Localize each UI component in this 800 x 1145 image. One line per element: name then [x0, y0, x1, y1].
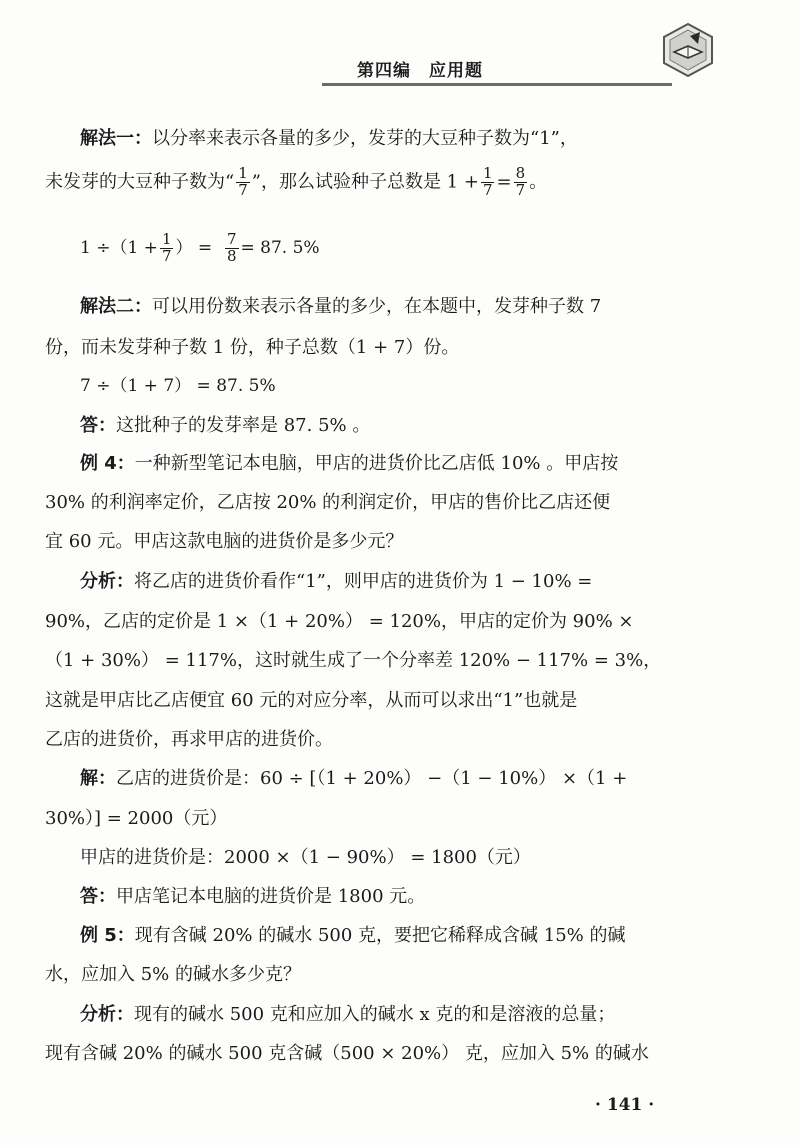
book-emblem-icon: [660, 22, 716, 78]
fraction: $\frac{8}{7}$: [515, 164, 526, 199]
analysis5-label: 分析：: [80, 1004, 134, 1025]
example5-line-1: 例 5：现有含碱 20% 的碱水 500 克，要把它稀释成含碱 15% 的碱: [80, 925, 626, 946]
answer1-line: 答：这批种子的发芽率是 87. 5% 。: [80, 415, 371, 436]
fraction: $\frac{7}{8}$: [226, 230, 237, 265]
header-rule: [322, 83, 672, 86]
method2-line-2: 份，而未发芽种子数 1 份，种子总数（1 + 7）份。: [45, 337, 460, 358]
answer4-label: 答：: [80, 886, 116, 907]
solution4-line-1: 解：乙店的进货价是：60 ÷ [（1 + 20%） −（1 − 10%） ×（1 +: [80, 768, 628, 789]
example4-line-1: 例 4：一种新型笔记本电脑，甲店的进货价比乙店低 10% 。甲店按: [80, 453, 619, 474]
fraction: $\frac{1}{7}$: [238, 164, 248, 199]
analysis4-label: 分析：: [80, 571, 134, 592]
page-header: [0, 0, 800, 110]
example4-line-2: 30% 的利润率定价，乙店按 20% 的利润定价，甲店的售价比乙店还便: [45, 492, 611, 513]
method2-line-1: 解法二：可以用份数来表示各量的多少，在本题中，发芽种子数 7: [80, 296, 602, 317]
solution4-line-2: 30%）] = 2000（元）: [45, 808, 228, 829]
solution4-line-3: 甲店的进货价是：2000 ×（1 − 90%） = 1800（元）: [80, 847, 531, 868]
analysis4-line-2: 90%，乙店的定价是 1 ×（1 + 20%） = 120%，甲店的定价为 90% ×: [45, 611, 634, 632]
example5-line-2: 水，应加入 5% 的碱水多少克？: [45, 964, 301, 985]
method1-line-2: 未发芽的大豆种子数为“ $\frac{1}{7}$ ”，那么试验种子总数是 1 + $\frac{1}{7}$ = $\frac{8}{7}$ 。: [45, 164, 548, 199]
example4-line-3: 宜 60 元。甲店这款电脑的进货价是多少元？: [45, 531, 404, 552]
method1-formula: 1 ÷（1 + $\frac{1}{7}$ ） = $\frac{7}{8}$ = 87. 5%: [80, 230, 320, 265]
analysis5-line-2: 现有含碱 20% 的碱水 500 克含碱（500 × 20%） 克，应加入 5% 的碱水: [45, 1043, 649, 1064]
solution4-label: 解：: [80, 768, 116, 789]
method2-label: 解法二：: [80, 296, 152, 317]
example5-label: 例 5：: [80, 925, 135, 946]
analysis4-line-5: 乙店的进货价，再求甲店的进货价。: [45, 729, 333, 750]
fraction: $\frac{1}{7}$: [482, 164, 493, 199]
example4-label: 例 4：: [80, 453, 135, 474]
chapter-title: 第四编 应用题: [357, 61, 483, 81]
page-number: · 141 ·: [595, 1095, 655, 1115]
answer1-label: 答：: [80, 415, 116, 436]
analysis4-line-1: 分析：将乙店的进货价看作“1”，则甲店的进货价为 1 − 10% =: [80, 571, 593, 592]
method2-formula: 7 ÷（1 + 7） = 87. 5%: [80, 376, 276, 396]
answer4-line: 答：甲店笔记本电脑的进货价是 1800 元。: [80, 886, 426, 907]
analysis5-line-1: 分析：现有的碱水 500 克和应加入的碱水 x 克的和是溶液的总量；: [80, 1004, 616, 1025]
method1-line-1: 解法一：以分率来表示各量的多少，发芽的大豆种子数为“1”，: [80, 128, 578, 149]
fraction: $\frac{1}{7}$: [161, 230, 172, 265]
analysis4-line-4: 这就是甲店比乙店便宜 60 元的对应分率，从而可以求出“1”也就是: [45, 690, 578, 711]
analysis4-line-3: （1 + 30%） = 117%，这时就生成了一个分率差 120% − 117% = 3%，: [45, 650, 662, 671]
method1-label: 解法一：: [80, 128, 152, 149]
